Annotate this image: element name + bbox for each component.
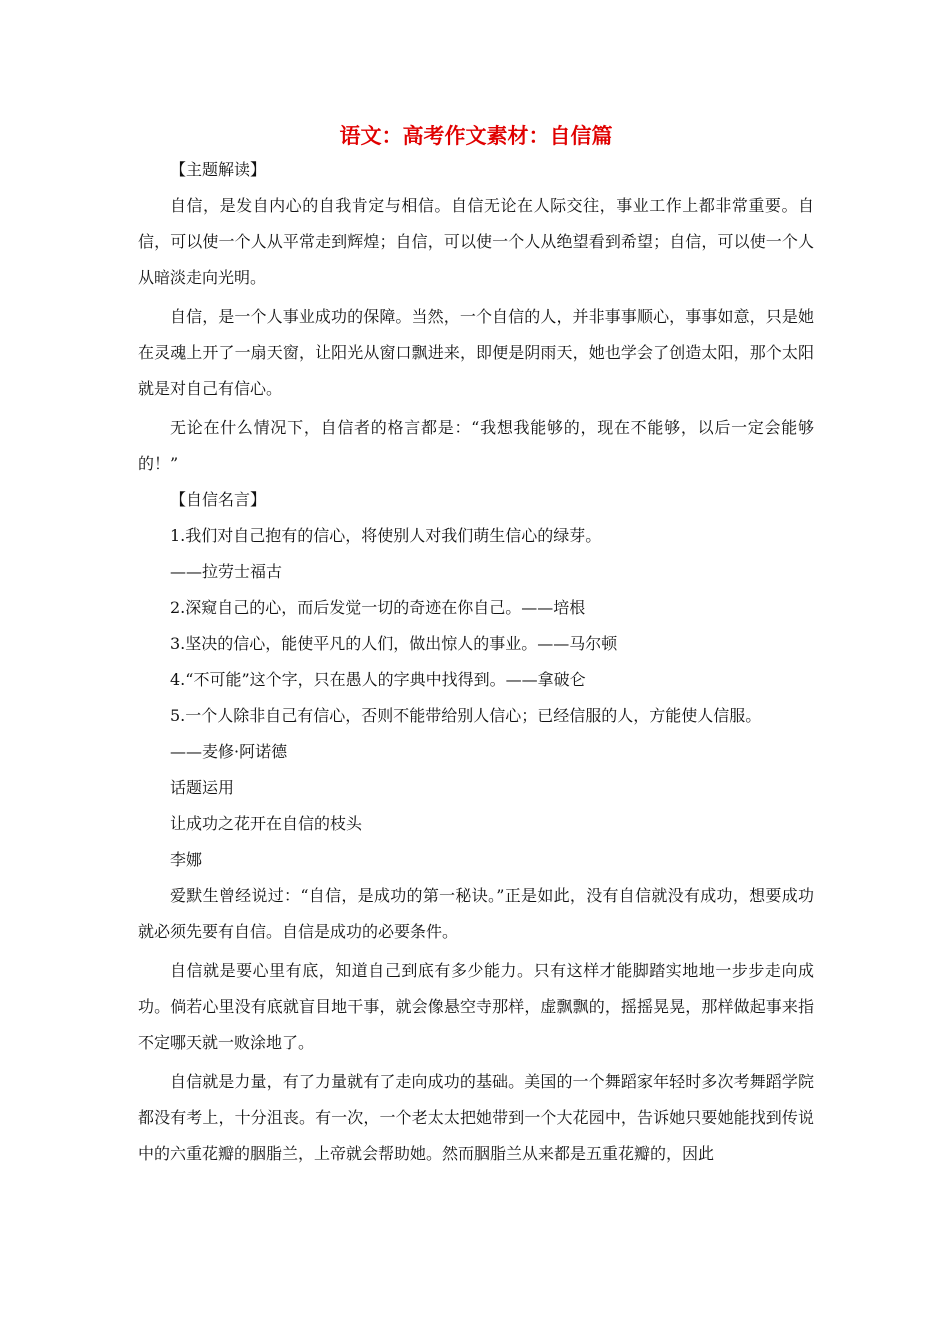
paragraph: 无论在什么情况下，自信者的格言都是：“我想我能够的，现在不能够，以后一定会能够的！” (138, 418, 814, 473)
quote-line: 2.深窥自己的心，而后发觉一切的奇迹在你自己。——培根 (170, 598, 586, 617)
essay-paragraph: 自信就是力量，有了力量就有了走向成功的基础。美国的一个舞蹈家年轻时多次考舞蹈学院都没有考上，十分沮丧。有一次，一个老太太把她带到一个大花园中，告诉她只要她能找到传说中的六重花瓣的胭脂兰，上帝就会帮助她。然而胭脂兰从来都是五重花瓣的，因此 (138, 1072, 814, 1163)
quote-line: ——麦修·阿诺德 (170, 742, 288, 761)
essay-paragraph: 自信就是要心里有底，知道自己到底有多少能力。只有这样才能脚踏实地地一步步走向成功。倘若心里没有底就盲目地干事，就会像悬空寺那样，虚飘飘的，摇摇晃晃，那样做起事来指不定哪天就一败涂地了。 (138, 961, 814, 1052)
paragraph: 自信，是一个人事业成功的保障。当然，一个自信的人，并非事事顺心，事事如意，只是她在灵魂上开了一扇天窗，让阳光从窗口飘进来，即便是阴雨天，她也学会了创造太阳，那个太阳就是对自己有信心。 (138, 307, 814, 398)
essay-title: 让成功之花开在自信的枝头 (170, 814, 363, 833)
essay-paragraph: 爱默生曾经说过：“自信，是成功的第一秘诀。”正是如此，没有自信就没有成功，想要成功就必须先要有自信。自信是成功的必要条件。 (138, 886, 814, 941)
document-body (138, 120, 814, 1172)
essay-author: 李娜 (170, 850, 203, 869)
quote-line: ——拉劳士福古 (170, 562, 283, 581)
section-heading-quotes: 【自信名言】 (170, 490, 267, 509)
topic-label: 话题运用 (170, 778, 235, 797)
quote-line: 3.坚决的信心，能使平凡的人们，做出惊人的事业。——马尔顿 (170, 634, 618, 653)
paragraph: 自信，是发自内心的自我肯定与相信。自信无论在人际交往，事业工作上都非常重要。自信，可以使一个人从平常走到辉煌；自信，可以使一个人从绝望看到希望；自信，可以使一个人从暗淡走向光明。 (138, 196, 814, 287)
document-title: 语文：高考作文素材：自信篇 (339, 123, 613, 148)
quote-line: 4.“不可能”这个字，只在愚人的字典中找得到。——拿破仑 (170, 670, 586, 689)
section-heading-theme: 【主题解读】 (170, 160, 267, 179)
quote-line: 1.我们对自己抱有的信心，将使别人对我们萌生信心的绿芽。 (170, 526, 602, 545)
quote-line: 5.一个人除非自己有信心，否则不能带给别人信心；已经信服的人，方能使人信服。 (170, 706, 762, 725)
